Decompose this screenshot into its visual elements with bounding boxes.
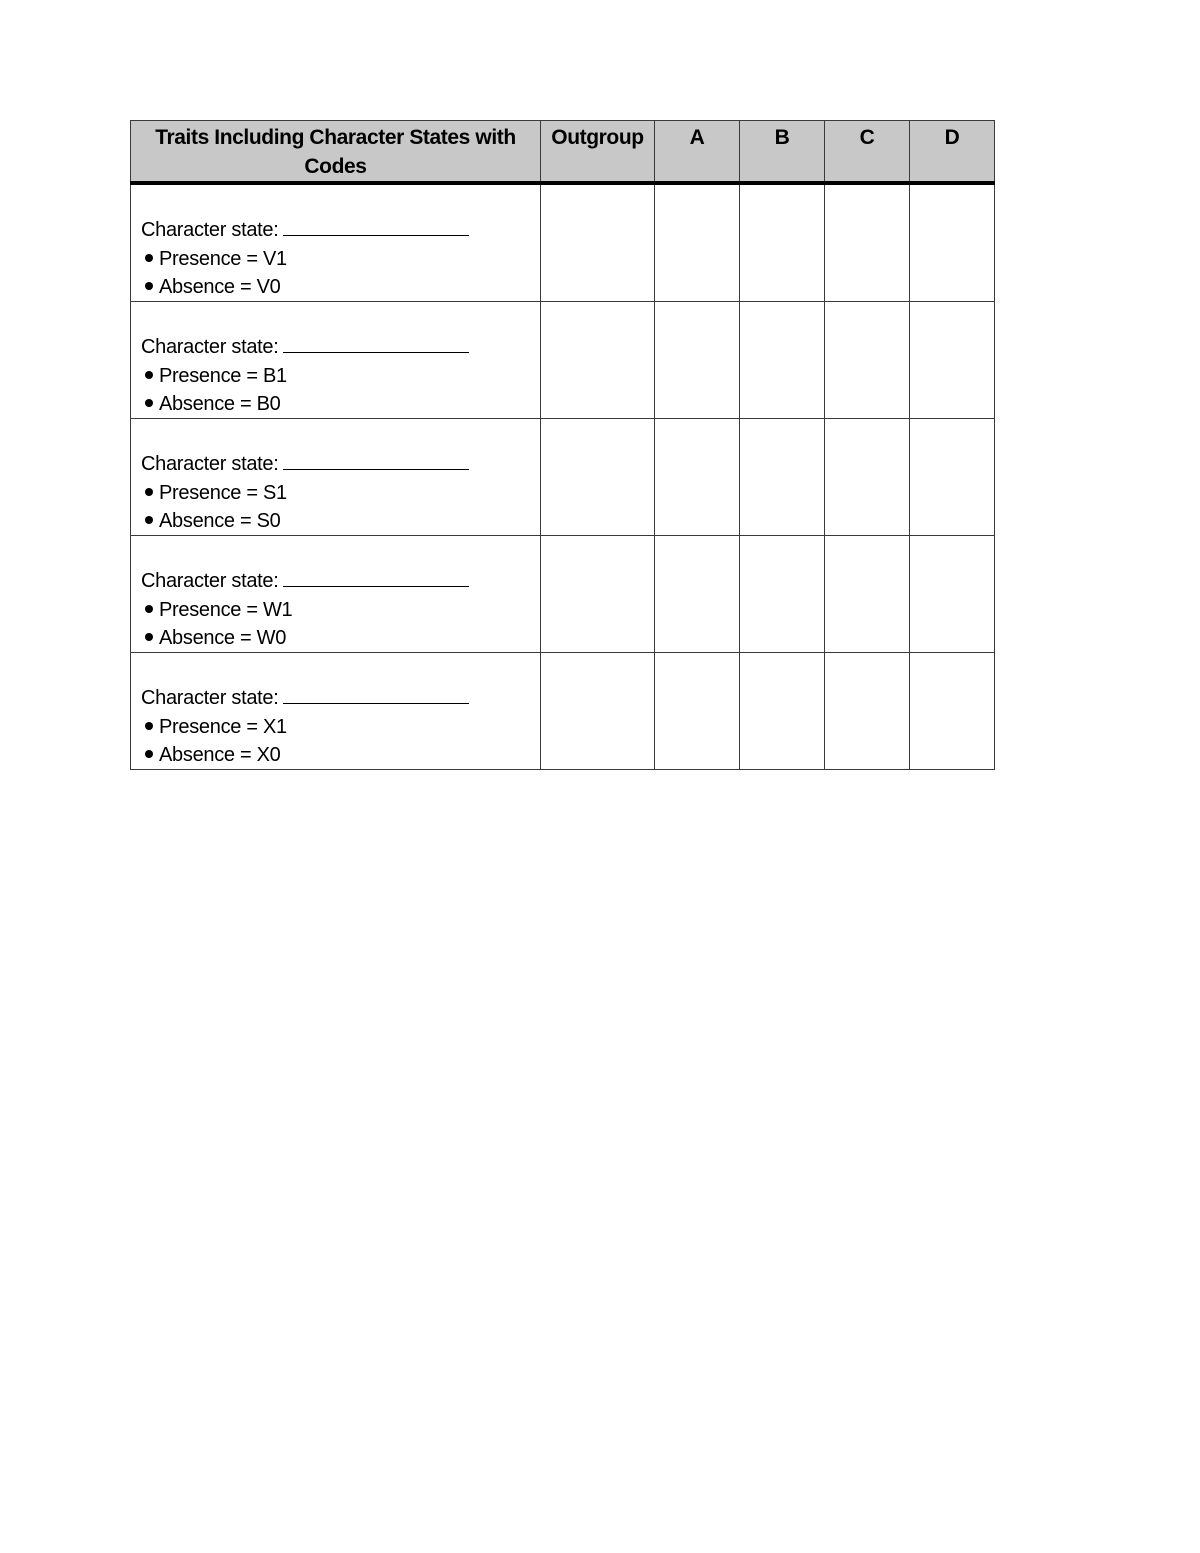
taxon-b-cell[interactable] <box>740 302 825 419</box>
bullet-icon <box>145 633 153 641</box>
outgroup-cell[interactable] <box>541 183 655 302</box>
character-state-label: Character state: <box>141 336 279 358</box>
taxon-d-cell[interactable] <box>910 536 995 653</box>
presence-item <box>141 479 540 507</box>
taxon-d-cell[interactable] <box>910 419 995 536</box>
taxon-c-cell[interactable] <box>825 419 910 536</box>
character-state-line <box>141 566 540 596</box>
presence-code: Presence = B1 <box>159 365 287 387</box>
trait-cell <box>131 183 541 302</box>
character-state-table <box>130 120 995 770</box>
character-state-line <box>141 449 540 479</box>
taxon-c-cell[interactable] <box>825 653 910 770</box>
presence-code: Presence = X1 <box>159 716 287 738</box>
character-state-blank[interactable] <box>283 683 469 704</box>
outgroup-cell[interactable] <box>541 302 655 419</box>
bullet-icon <box>145 399 153 407</box>
header-taxon-d: D <box>910 121 995 184</box>
presence-item <box>141 596 540 624</box>
taxon-c-cell[interactable] <box>825 536 910 653</box>
header-traits: Traits Including Character States with Codes <box>131 121 541 184</box>
absence-item <box>141 741 540 769</box>
bullet-icon <box>145 488 153 496</box>
absence-code: Absence = B0 <box>159 393 281 415</box>
taxon-a-cell[interactable] <box>655 536 740 653</box>
taxon-c-cell[interactable] <box>825 302 910 419</box>
absence-code: Absence = W0 <box>159 627 287 649</box>
taxon-a-cell[interactable] <box>655 183 740 302</box>
bullet-icon <box>145 371 153 379</box>
presence-item <box>141 713 540 741</box>
presence-code: Presence = V1 <box>159 248 287 270</box>
trait-cell <box>131 302 541 419</box>
taxon-b-cell[interactable] <box>740 419 825 536</box>
character-state-line <box>141 332 540 362</box>
header-taxon-a: A <box>655 121 740 184</box>
presence-code: Presence = W1 <box>159 599 293 621</box>
taxon-d-cell[interactable] <box>910 183 995 302</box>
taxon-a-cell[interactable] <box>655 419 740 536</box>
absence-item <box>141 390 540 418</box>
taxon-a-cell[interactable] <box>655 653 740 770</box>
character-state-blank[interactable] <box>283 332 469 353</box>
bullet-icon <box>145 254 153 262</box>
bullet-icon <box>145 282 153 290</box>
outgroup-cell[interactable] <box>541 653 655 770</box>
bullet-icon <box>145 516 153 524</box>
taxon-d-cell[interactable] <box>910 653 995 770</box>
taxon-b-cell[interactable] <box>740 536 825 653</box>
taxon-a-cell[interactable] <box>655 302 740 419</box>
absence-code: Absence = V0 <box>159 276 281 298</box>
header-taxon-b: B <box>740 121 825 184</box>
header-row <box>131 121 995 184</box>
table-row <box>131 302 995 419</box>
outgroup-cell[interactable] <box>541 536 655 653</box>
absence-item <box>141 507 540 535</box>
outgroup-cell[interactable] <box>541 419 655 536</box>
character-state-line <box>141 683 540 713</box>
character-state-line <box>141 215 540 245</box>
presence-item <box>141 245 540 273</box>
character-state-blank[interactable] <box>283 566 469 587</box>
character-state-blank[interactable] <box>283 449 469 470</box>
taxon-c-cell[interactable] <box>825 183 910 302</box>
absence-code: Absence = X0 <box>159 744 281 766</box>
absence-code: Absence = S0 <box>159 510 281 532</box>
taxon-b-cell[interactable] <box>740 653 825 770</box>
table-row <box>131 183 995 302</box>
character-state-label: Character state: <box>141 219 279 241</box>
table-row <box>131 536 995 653</box>
table-row <box>131 419 995 536</box>
taxon-d-cell[interactable] <box>910 302 995 419</box>
bullet-icon <box>145 750 153 758</box>
character-state-blank[interactable] <box>283 215 469 236</box>
bullet-icon <box>145 605 153 613</box>
trait-cell <box>131 653 541 770</box>
trait-cell <box>131 536 541 653</box>
absence-item <box>141 273 540 301</box>
trait-cell <box>131 419 541 536</box>
header-outgroup: Outgroup <box>541 121 655 184</box>
table-row <box>131 653 995 770</box>
header-taxon-c: C <box>825 121 910 184</box>
bullet-icon <box>145 722 153 730</box>
character-state-label: Character state: <box>141 453 279 475</box>
character-state-label: Character state: <box>141 570 279 592</box>
character-state-label: Character state: <box>141 687 279 709</box>
presence-item <box>141 362 540 390</box>
taxon-b-cell[interactable] <box>740 183 825 302</box>
absence-item <box>141 624 540 652</box>
presence-code: Presence = S1 <box>159 482 287 504</box>
